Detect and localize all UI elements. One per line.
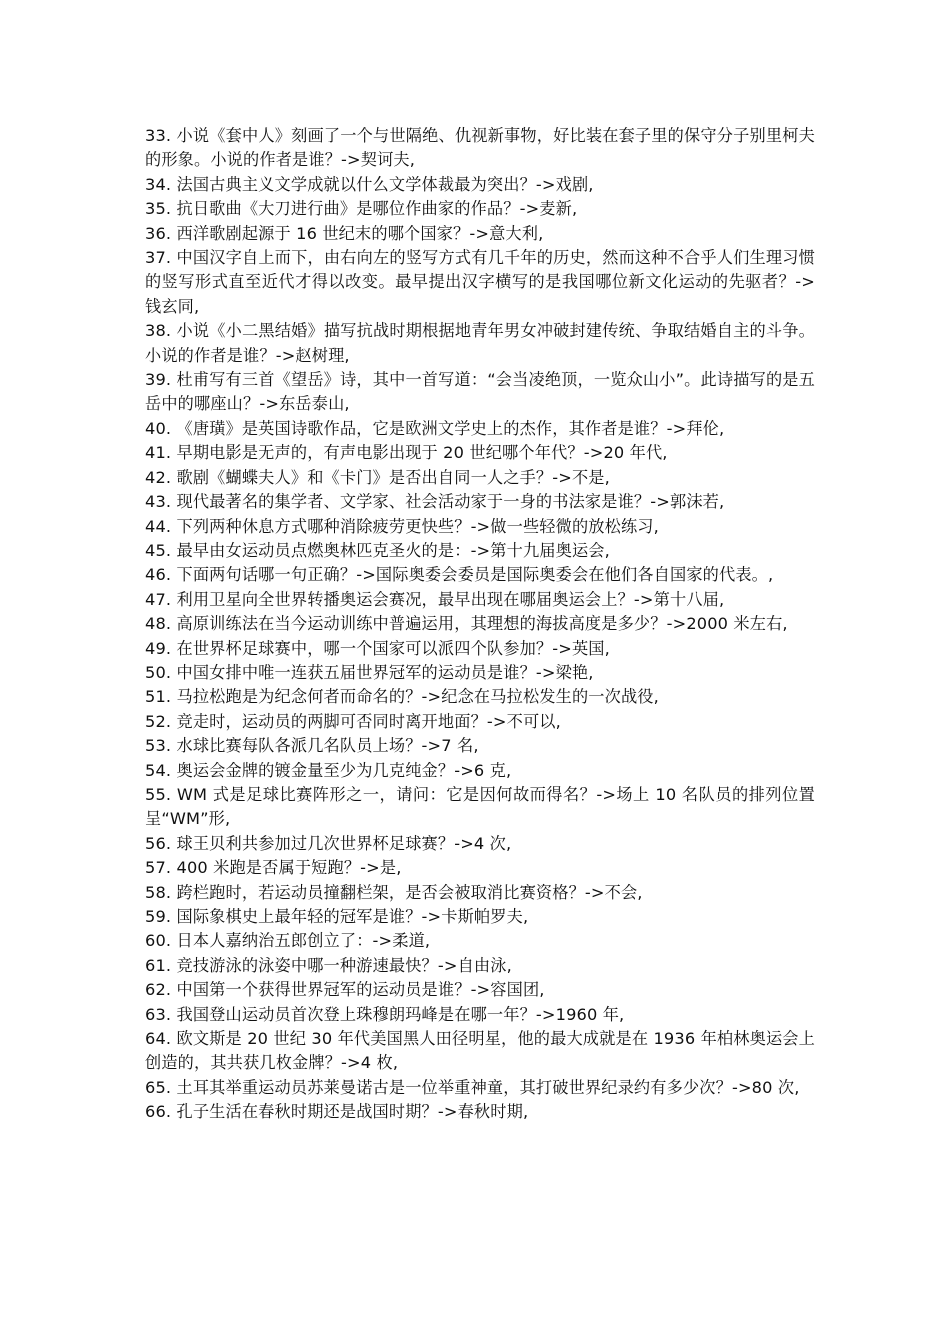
qa-item-42: 42. 歌剧《蝴蝶夫人》和《卡门》是否出自同一人之手？->不是, (145, 467, 610, 487)
qa-item-46: 46. 下面两句话哪一句正确？->国际奥委会委员是国际奥委会在他们各自国家的代表。, (145, 565, 774, 585)
qa-item-53: 53. 水球比赛每队各派几名队员上场？->7 名, (145, 736, 479, 756)
qa-item-35: 35. 抗日歌曲《大刀进行曲》是哪位作曲家的作品？->麦新, (145, 199, 578, 219)
qa-item-57: 57. 400 米跑是否属于短跑？->是, (145, 858, 402, 878)
qa-item-58: 58. 跨栏跑时，若运动员撞翻栏架，是否会被取消比赛资格？->不会, (145, 882, 643, 902)
qa-item-49: 49. 在世界杯足球赛中，哪一个国家可以派四个队参加？->英国, (145, 638, 610, 658)
qa-item-48: 48. 高原训练法在当今运动训练中普遍运用，其理想的海拔高度是多少？->2000 米左右, (145, 614, 788, 634)
qa-item-47: 47. 利用卫星向全世界转播奥运会赛况，最早出现在哪届奥运会上？->第十八届, (145, 589, 725, 609)
qa-item-34: 34. 法国古典主义文学成就以什么文学体裁最为突出？->戏剧, (145, 174, 594, 194)
qa-item-51: 51. 马拉松跑是为纪念何者而命名的？->纪念在马拉松发生的一次战役, (145, 687, 659, 707)
qa-item-37: 37. 中国汉字自上而下，由右向左的竖写方式有几千年的历史，然而这种不合乎人们生理习惯的竖写形式直至近代才得以改变。最早提出汉字横写的是我国哪位新文化运动的先驱者？->钱玄同, (145, 248, 815, 316)
qa-item-43: 43. 现代最著名的集学者、文学家、社会活动家于一身的书法家是谁？->郭沫若, (145, 492, 725, 512)
qa-item-62: 62. 中国第一个获得世界冠军的运动员是谁？->容国团, (145, 980, 545, 1000)
qa-item-60: 60. 日本人嘉纳治五郎创立了：->柔道, (145, 931, 431, 951)
qa-item-63: 63. 我国登山运动员首次登上珠穆朗玛峰是在哪一年？->1960 年, (145, 1004, 625, 1024)
qa-item-61: 61. 竞技游泳的泳姿中哪一种游速最快？->自由泳, (145, 955, 512, 975)
qa-item-39: 39. 杜甫写有三首《望岳》诗，其中一首写道：“会当凌绝顶，一览众山小”。此诗描写的是五岳中的哪座山？->东岳泰山, (145, 370, 815, 414)
qa-item-44: 44. 下列两种休息方式哪种消除疲劳更快些？->做一些轻微的放松练习, (145, 516, 659, 536)
qa-item-40: 40. 《唐璜》是英国诗歌作品，它是欧洲文学史上的杰作，其作者是谁？->拜伦, (145, 418, 725, 438)
qa-item-55: 55. WM 式是足球比赛阵形之一，请问：它是因何故而得名？->场上 10 名队员的排列位置呈“WM”形, (145, 784, 815, 829)
qa-item-52: 52. 竞走时，运动员的两脚可否同时离开地面？->不可以, (145, 711, 561, 731)
qa-item-64: 64. 欧文斯是 20 世纪 30 年代美国黑人田径明星，他的最大成就是在 1936 年柏林奥运会上创造的，其共获几枚金牌？->4 枚, (145, 1029, 815, 1073)
qa-item-59: 59. 国际象棋史上最年轻的冠军是谁？->卡斯帕罗夫, (145, 907, 529, 926)
qa-list (145, 124, 815, 1125)
qa-item-54: 54. 奥运会金牌的镀金量至少为几克纯金？->6 克, (145, 760, 512, 780)
qa-item-45: 45. 最早由女运动员点燃奥林匹克圣火的是：->第十九届奥运会, (145, 540, 610, 560)
qa-item-36: 36. 西洋歌剧起源于 16 世纪末的哪个国家？->意大利, (145, 223, 544, 243)
qa-item-56: 56. 球王贝利共参加过几次世界杯足球赛？->4 次, (145, 833, 512, 853)
qa-item-65: 65. 土耳其举重运动员苏莱曼诺古是一位举重神童，其打破世界纪录约有多少次？->80 次, (145, 1077, 800, 1097)
qa-item-50: 50. 中国女排中唯一连获五届世界冠军的运动员是谁？->梁艳, (145, 662, 594, 682)
qa-item-33: 33. 小说《套中人》刻画了一个与世隔绝、仇视新事物，好比装在套子里的保守分子别里柯夫的形象。小说的作者是谁？->契诃夫, (145, 126, 815, 170)
qa-item-41: 41. 早期电影是无声的，有声电影出现于 20 世纪哪个年代？->20 年代, (145, 443, 668, 463)
qa-item-66: 66. 孔子生活在春秋时期还是战国时期？->春秋时期, (145, 1102, 529, 1122)
qa-item-38: 38. 小说《小二黑结婚》描写抗战时期根据地青年男女冲破封建传统、争取结婚自主的斗争。小说的作者是谁？->赵树理, (145, 321, 815, 365)
